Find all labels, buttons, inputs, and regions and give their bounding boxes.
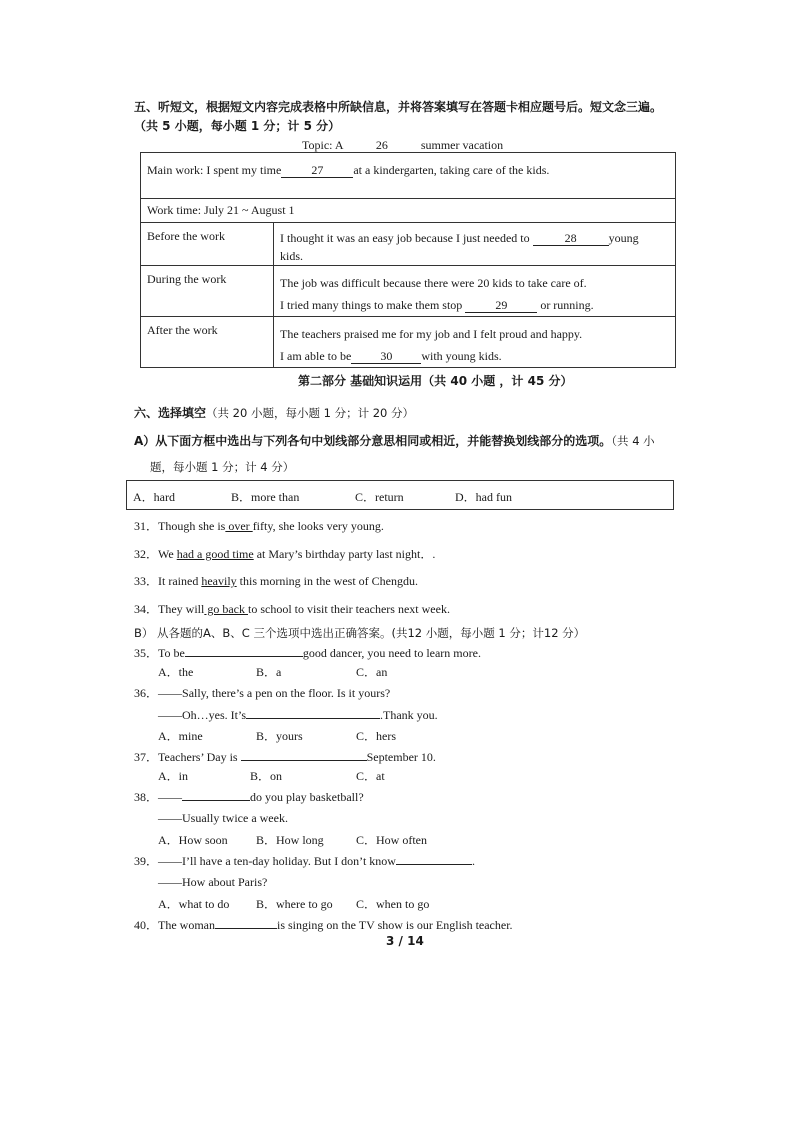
question-number: 38． [134,790,159,804]
question-text: ——Oh…yes. It’s [158,708,246,722]
choice-c: C．hers [356,729,396,743]
blank-27: 27 [281,164,353,178]
choice-c: C．when to go [356,897,430,911]
question-text: They will [158,602,205,616]
question-number: 34． [134,602,159,616]
question-number: 35． [134,646,159,660]
choice-c: C．at [356,769,385,783]
topic-prefix: Topic: A [302,138,343,152]
question-36 [134,684,390,701]
question-text: . [471,854,475,868]
answer-blank [182,800,250,801]
main-work-prefix: Main work: I spent my time [147,163,282,177]
part-a-instructions-bold: A）从下面方框中选出与下列各句中划线部分意思相同或相近，并能替换划线部分的选项。 [134,434,612,448]
underlined-phrase: go back [204,602,248,616]
question-38 [134,788,364,805]
blank-26: 26 [346,139,418,153]
question-text: ——I’ll have a ten-day holiday. But I don’t know [158,854,396,868]
question-text: September 10. [366,750,436,764]
choice-a: A．what to do [158,897,230,911]
before-suffix: young [608,231,639,245]
option-a: A．hard [133,490,175,504]
during-line-1: The job was difficult because there were 20 kids to take care of. [280,276,587,290]
blank-30: 30 [351,350,421,364]
choice-b: B．a [256,665,282,679]
page-number: 3 / 14 [386,934,424,948]
question-text: ——Sally, there’s a pen on the floor. Is it yours? [158,686,391,700]
before-cell [274,223,676,266]
question-38-reply: ——Usually twice a week. [158,811,288,825]
part-a-instructions-2: 题，每小题 1 分；计 4 分） [150,460,295,474]
part2-title: 第二部分 基础知识运用（共 40 小题 ，计 45 分） [298,374,573,388]
question-37 [134,748,436,765]
question-number: 39． [134,854,159,868]
before-prefix: I thought it was an easy job because I just needed to [280,231,530,245]
question-text: Teachers’ Day is [158,750,241,764]
choice-a: A．How soon [158,833,228,847]
question-number: 32． [134,547,159,561]
main-work-suffix: at a kindergarten, taking care of the kids. [353,163,550,177]
question-text: fifty, she looks very young. [252,519,384,533]
choice-b: B．yours [256,729,303,743]
question-text: at Mary’s birthday party last night．. [253,547,436,561]
question-36-reply [158,708,438,723]
question-31 [134,517,384,534]
question-text: do you play basketball? [250,790,364,804]
choice-b: B．on [250,769,283,783]
blank-28: 28 [533,232,609,246]
after-prefix: I am able to be [280,349,352,363]
after-suffix: with young kids. [421,349,502,363]
answer-blank [246,718,380,719]
main-work-cell [141,153,676,199]
section6-heading [134,404,414,422]
question-40 [134,916,513,933]
after-cell [274,317,676,368]
during-suffix: or running. [540,298,594,312]
answer-blank [241,760,367,761]
choice-c: C．an [356,665,388,679]
during-prefix: I tried many things to make them stop [280,298,463,312]
option-b: B．more than [231,490,300,504]
choice-a: A．in [158,769,189,783]
question-text: We [158,547,177,561]
section5-heading: 五、听短文，根据短文内容完成表格中所缺信息，并将答案填写在答题卡相应题号后。短文念三遍。 [134,100,663,114]
question-text: Though she is [158,519,226,533]
question-number: 40． [134,918,159,932]
question-35 [134,644,481,661]
section6-heading-rest: （共 20 小题，每小题 1 分；计 20 分） [206,406,415,420]
topic-suffix: summer vacation [420,138,504,152]
choice-c: C．How often [356,833,427,847]
question-39-reply: ——How about Paris? [158,875,268,889]
work-time-cell: Work time: July 21 ~ August 1 [141,199,676,223]
underlined-phrase: had a good time [176,547,254,561]
topic-line [302,138,503,153]
question-text: this morning in the west of Chengdu. [236,574,418,588]
question-text: to school to visit their teachers next week. [248,602,450,616]
question-text: .Thank you. [380,708,438,722]
option-c: C．return [355,490,404,504]
before-label: Before the work [141,223,274,266]
question-number: 36． [134,686,159,700]
question-number: 37． [134,750,159,764]
question-number: 33． [134,574,159,588]
question-32 [134,545,435,562]
during-label: During the work [141,266,274,317]
part-a-instructions-rest: （共 4 小 [611,434,655,448]
question-34 [134,600,450,617]
after-label: After the work [141,317,274,368]
question-number: 31． [134,519,159,533]
question-text: It rained [158,574,202,588]
answer-blank [396,864,472,865]
question-text: The woman [158,918,215,932]
choice-b: B．How long [256,833,324,847]
choice-a: A．the [158,665,194,679]
listening-table [140,152,676,368]
option-d: D．had fun [455,490,512,504]
section6-heading-bold: 六、选择填空 [134,406,207,420]
question-text: —— [158,790,183,804]
choice-b: B．where to go [256,897,333,911]
question-33 [134,572,418,589]
before-continuation: kids. [280,249,304,263]
answer-blank [185,656,303,657]
blank-29: 29 [465,299,537,313]
question-text: To be [158,646,185,660]
choice-a: A．mine [158,729,203,743]
underlined-phrase: heavily [201,574,237,588]
question-39 [134,852,475,869]
question-text: good dancer, you need to learn more. [302,646,481,660]
part-b-instructions: B） 从各题的A、B、C 三个选项中选出正确答案。(共12 小题，每小题 1 分；计12 分） [134,626,586,640]
section5-subheading: （共 5 小题，每小题 1 分；计 5 分） [134,119,341,133]
underlined-phrase: over [225,519,253,533]
after-line-1: The teachers praised me for my job and I felt proud and happy. [280,327,583,341]
answer-blank [215,928,277,929]
part-a-instructions-1 [134,432,655,450]
options-box [126,480,674,510]
during-cell [274,266,676,317]
question-text: is singing on the TV show is our English teacher. [277,918,513,932]
